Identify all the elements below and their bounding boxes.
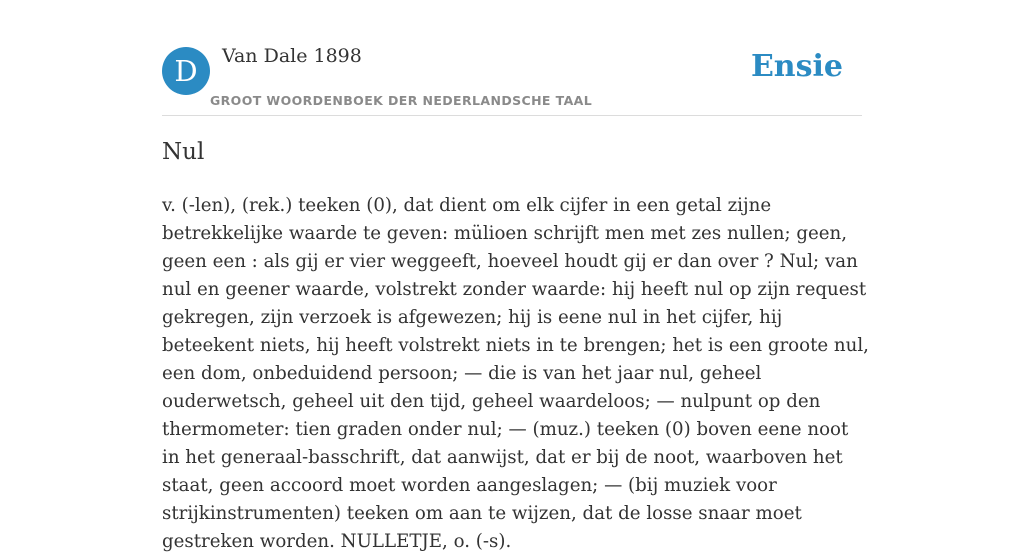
source-subtitle: GROOT WOORDENBOEK DER NEDERLANDSCHE TAAL	[210, 93, 593, 108]
source-title[interactable]: Van Dale 1898	[222, 45, 362, 67]
ensie-logo[interactable]: Ensie	[750, 49, 843, 84]
dictionary-header	[162, 0, 862, 116]
entry-definition: v. (-len), (rek.) teeken (0), dat dient om elk cijfer in een getal zijne betrekkelijke waarde te geven: mülioen schrijft men met zes nullen; geen, geen een : als gij er vier weggeeft, hoeveel houdt gij er dan over ? Nul; van nul en geener waarde, volstrekt zonder waarde: hij heeft nul op zijn request gekregen, zijn verzoek is afgewezen; hij is eene nul in het cijfer, hij beteekent niets, hij heeft volstrekt niets in te brengen; het is een groote nul, een dom, onbeduidend persoon; — die is van het jaar nul, geheel ouderwetsch, geheel uit den tijd, geheel waardeloos; — nulpunt op den thermometer: tien graden onder nul; — (muz.) teeken (0) boven eene noot in het generaal-basschrift, dat aanwijst, dat er bij de noot, waarboven het staat, geen accoord moet worden aangeslagen; — (bij muziek voor strijkinstrumenten) teeken om aan te wijzen, dat de losse snaar moet gestreken worden. NULLETJE, o. (-s).	[162, 195, 869, 552]
entry-headword: Nul	[162, 139, 205, 165]
source-logo[interactable]: D	[162, 47, 210, 95]
